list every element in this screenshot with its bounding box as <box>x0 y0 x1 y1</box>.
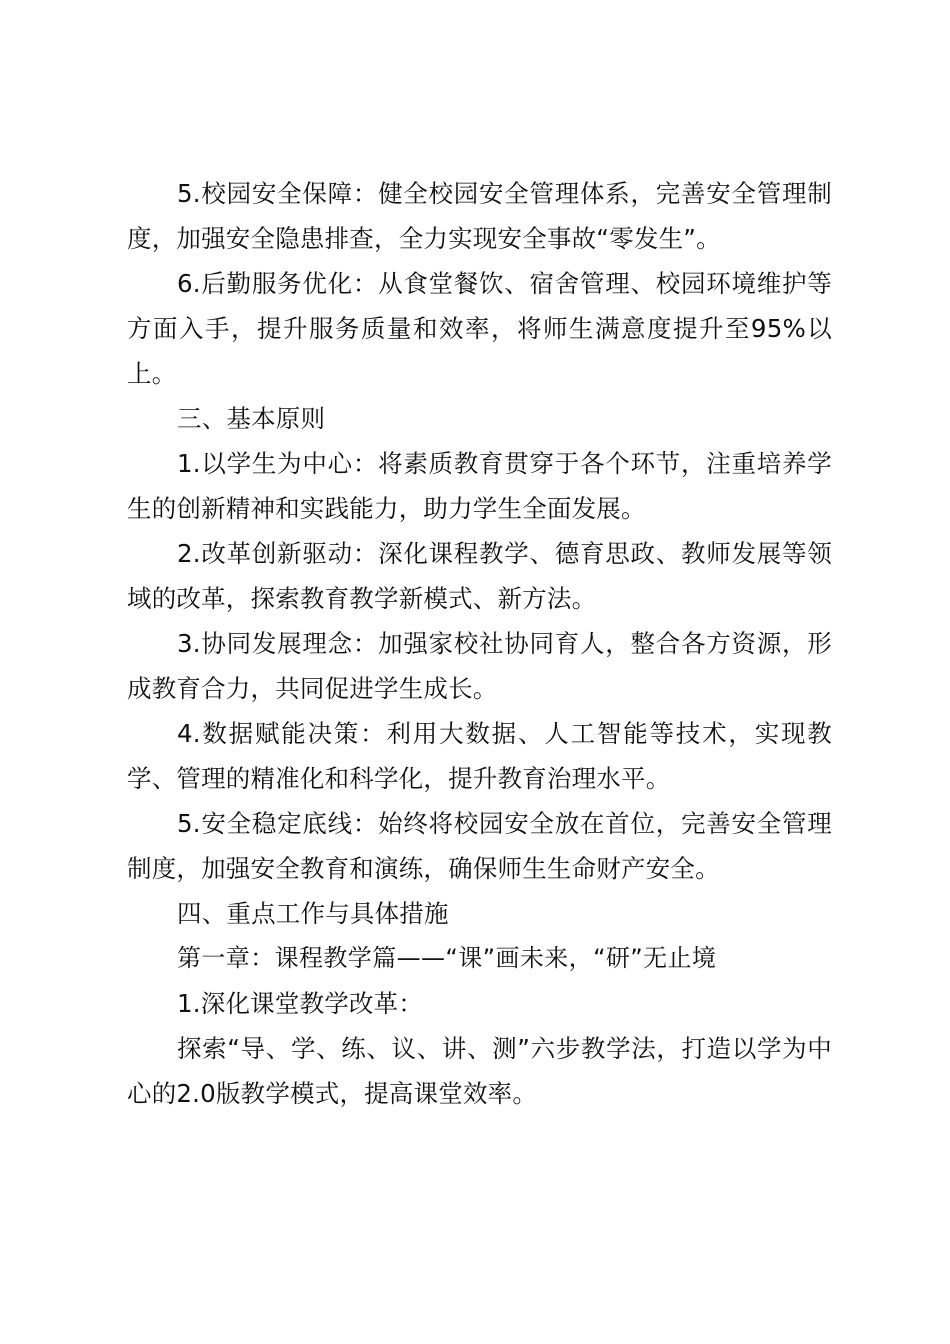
paragraph-collaborative-development: 3.协同发展理念：加强家校社协同育人，整合各方资源，形成教育合力，共同促进学生成长。 <box>127 629 832 703</box>
paragraph-logistics-service: 6.后勤服务优化：从食堂餐饮、宿舍管理、校园环境维护等方面入手，提升服务质量和效率，将师生满意度提升至95%以上。 <box>127 269 832 388</box>
section-heading-key-work: 四、重点工作与具体措施 <box>177 899 449 928</box>
document-body <box>127 171 832 1116</box>
paragraph-student-centered: 1.以学生为中心：将素质教育贯穿于各个环节，注重培养学生的创新精神和实践能力，助力学生全面发展。 <box>127 449 832 523</box>
paragraph-data-empowerment: 4.数据赋能决策：利用大数据、人工智能等技术，实现教学、管理的精准化和科学化，提升教育治理水平。 <box>127 719 832 793</box>
subheading-classroom-reform: 1.深化课堂教学改革： <box>177 989 424 1018</box>
paragraph-campus-safety: 5.校园安全保障：健全校园安全管理体系，完善安全管理制度，加强安全隐患排查，全力实现安全事故“零发生”。 <box>127 179 832 253</box>
paragraph-safety-baseline: 5.安全稳定底线：始终将校园安全放在首位，完善安全管理制度，加强安全教育和演练，确保师生生命财产安全。 <box>127 809 832 883</box>
chapter-heading-curriculum: 第一章：课程教学篇——“课”画未来，“研”无止境 <box>177 944 717 972</box>
paragraph-six-step-method: 探索“导、学、练、议、讲、测”六步教学法，打造以学为中心的2.0版教学模式，提高课堂效率。 <box>127 1034 832 1108</box>
section-heading-basic-principles: 三、基本原则 <box>177 404 326 433</box>
paragraph-reform-innovation: 2.改革创新驱动：深化课程教学、德育思政、教师发展等领域的改革，探索教育教学新模式、新方法。 <box>127 539 832 613</box>
